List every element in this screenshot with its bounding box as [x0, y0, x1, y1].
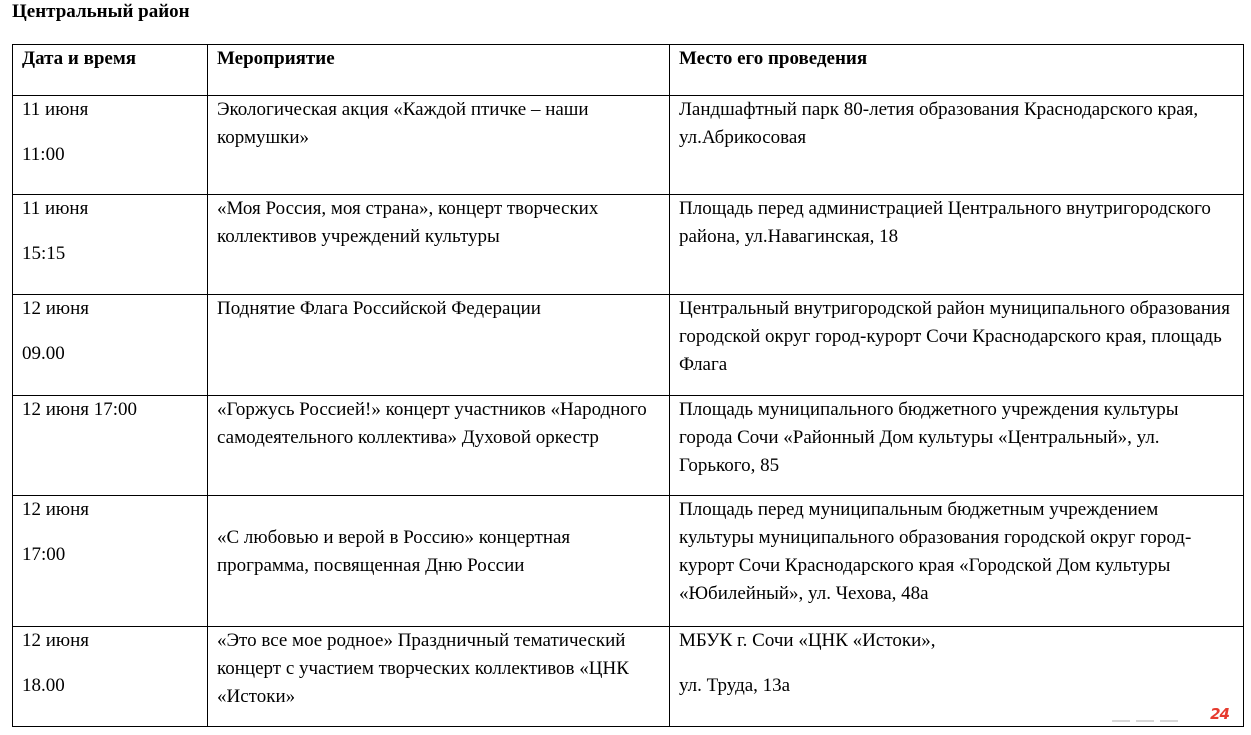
- event-time: 09.00: [22, 343, 65, 364]
- event-date: 11 июня: [22, 99, 89, 120]
- event-time: 15:15: [22, 243, 66, 264]
- place-cell: Площадь перед администрацией Центрального внутригородского района, ул.Навагинская, 18: [670, 195, 1244, 295]
- date-time-cell: [13, 195, 208, 295]
- event-date: 12 июня 17:00: [22, 399, 138, 420]
- event-cell: «Моя Россия, моя страна», концерт творческих коллективов учреждений культуры: [208, 195, 670, 295]
- date-time-cell: [13, 295, 208, 396]
- event-time: 11:00: [22, 144, 65, 165]
- header-event: Мероприятие: [208, 45, 670, 96]
- event-date: 12 июня: [22, 499, 90, 520]
- event-date: 12 июня: [22, 298, 90, 319]
- table-row: [13, 396, 1244, 496]
- event-cell: Экологическая акция «Каждой птичке – наши кормушки»: [208, 96, 670, 195]
- place-cell: Площадь муниципального бюджетного учреждения культуры города Сочи «Районный Дом культуры «Центральный», ул. Горького, 85: [670, 396, 1244, 496]
- place-line: МБУК г. Сочи «ЦНК «Истоки»,: [679, 630, 936, 651]
- watermark-divider: [1112, 720, 1202, 724]
- event-cell: «Это все мое родное» Праздничный тематический концерт с участием творческих коллективов «ЦНК «Истоки»: [208, 627, 670, 727]
- event-cell: «Горжусь Россией!» концерт участников «Народного самодеятельного коллектива» Духовой оркестр: [208, 396, 670, 496]
- watermark-dash: [1112, 720, 1130, 722]
- event-cell: [208, 496, 670, 627]
- event-text: «С любовью и верой в Россию» концертная программа, посвященная Дню России: [217, 527, 571, 576]
- event-date: 12 июня: [22, 630, 90, 651]
- event-date: 11 июня: [22, 198, 89, 219]
- header-place: Место его проведения: [670, 45, 1244, 96]
- events-table: [12, 44, 1244, 727]
- event-time: 17:00: [22, 544, 66, 565]
- date-time-cell: [13, 396, 208, 496]
- watermark-dash: [1136, 720, 1154, 722]
- place-cell: Площадь перед муниципальным бюджетным учреждением культуры муниципального образования городской округ город-курорт Сочи Краснодарского края «Городской Дом культуры «Юбилейный», ул. Чехова, 48а: [670, 496, 1244, 627]
- place-cell: Центральный внутригородской район муниципального образования городской округ город-курорт Сочи Краснодарского края, площадь Флага: [670, 295, 1244, 396]
- table-row: [13, 627, 1244, 727]
- header-date-time: Дата и время: [13, 45, 208, 96]
- table-row: [13, 96, 1244, 195]
- table-row: [13, 496, 1244, 627]
- event-cell: Поднятие Флага Российской Федерации: [208, 295, 670, 396]
- place-cell: [670, 627, 1244, 727]
- watermark-logo: 24: [1210, 705, 1229, 723]
- date-time-cell: [13, 96, 208, 195]
- table-header-row: [13, 45, 1244, 96]
- table-row: [13, 195, 1244, 295]
- date-time-cell: [13, 627, 208, 727]
- date-time-cell: [13, 496, 208, 627]
- place-address: ул. Труда, 13а: [679, 675, 791, 696]
- table-row: [13, 295, 1244, 396]
- watermark-dash: [1160, 720, 1178, 722]
- event-time: 18.00: [22, 675, 65, 696]
- section-heading: Центральный район: [12, 1, 190, 22]
- place-cell: Ландшафтный парк 80-летия образования Краснодарского края, ул.Абрикосовая: [670, 96, 1244, 195]
